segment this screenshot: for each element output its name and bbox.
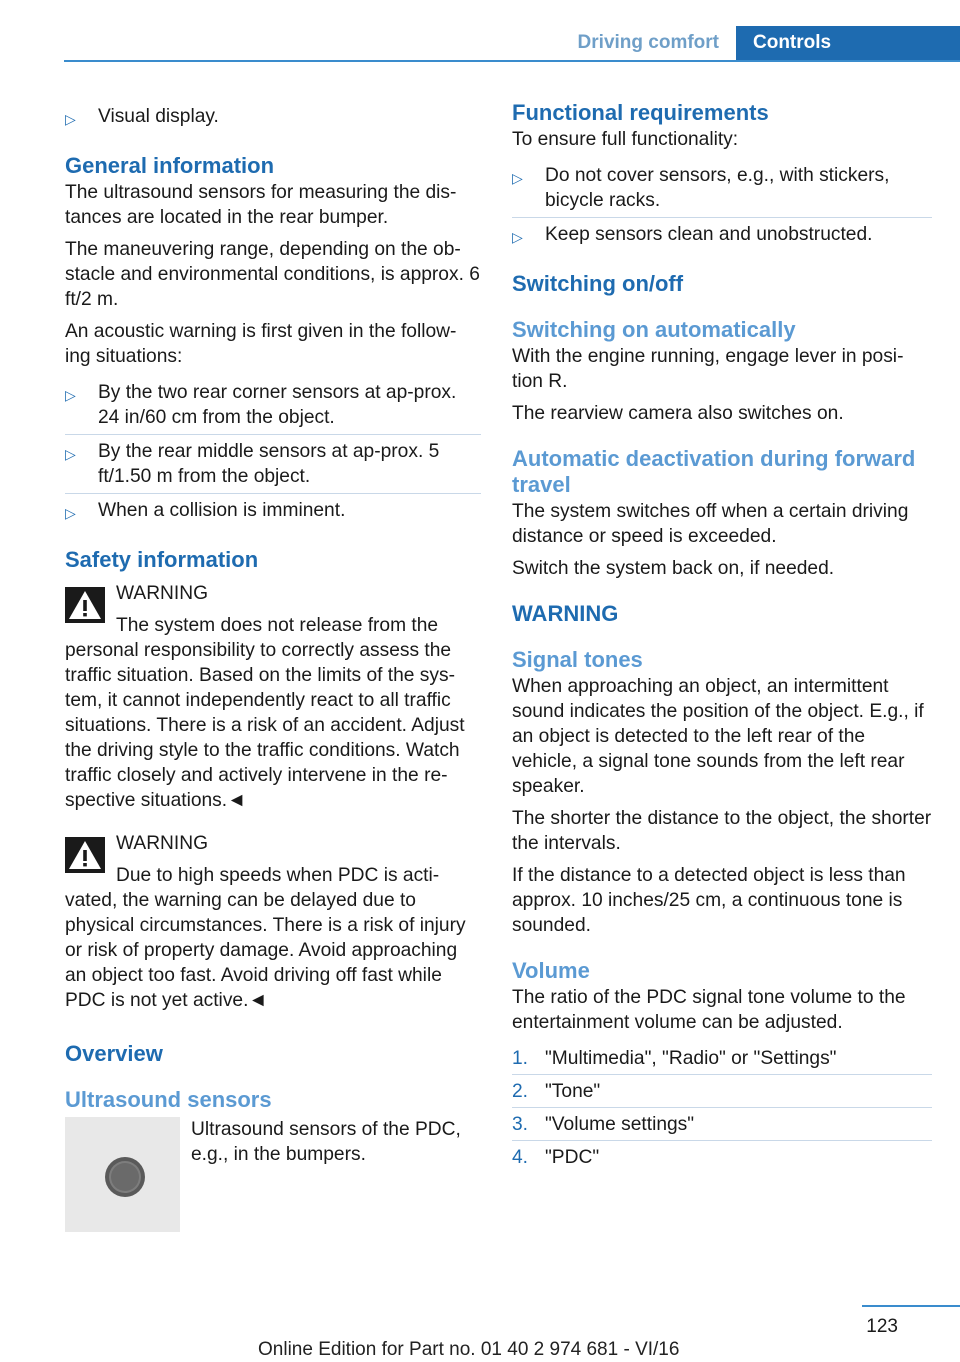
paragraph: If the distance to a detected object is less than approx. 10 inches/25 cm, a continuous tone is sounded. (512, 865, 906, 936)
step-number: 1. (512, 1048, 529, 1069)
step-number: 3. (512, 1114, 529, 1135)
warning-title: WARNING (116, 583, 209, 604)
heading-functional-requirements: Functional requirements (512, 100, 769, 125)
bullet-text: When a collision is imminent. (98, 500, 346, 521)
bullet-text: Keep sensors clean and unobstructed. (545, 224, 873, 245)
warning-text: The system does not release from the personal responsibility to correctly assess the traffic situation. Based on the limits of the sys‐tem, it cannot independently react to all traffic situations. There is a risk of an accident. Adjust the driving style to the traffic conditions. Watch traffic closely and actively intervene in the re‐spective situations.◄ (65, 615, 465, 811)
paragraph: The maneuvering range, depending on the ob‐stacle and environmental conditions, is approx. 6 ft/2 m. (65, 239, 480, 310)
right-column (512, 100, 932, 1173)
sensor-caption: Ultrasound sensors of the PDC, e.g., in the bumpers. (191, 1119, 461, 1165)
paragraph: An acoustic warning is first given in the follow‐ing situations: (65, 321, 457, 367)
triangle-bullet-icon: ▷ (65, 387, 76, 403)
paragraph: Switch the system back on, if needed. (512, 558, 835, 579)
section-title: Driving comfort (577, 32, 719, 53)
step-text: "Volume settings" (545, 1114, 695, 1135)
list-item (65, 493, 481, 527)
list-item (65, 100, 481, 133)
footer-rule (862, 1305, 960, 1307)
paragraph: The rearview camera also switches on. (512, 403, 844, 424)
warning-block (65, 831, 481, 1013)
bullet-text: Visual display. (98, 106, 219, 127)
list-item (512, 159, 932, 217)
sensor-figure (65, 1117, 481, 1235)
warning-title: WARNING (116, 833, 209, 854)
heading-automatic-deactivation: Automatic deactivation during forward travel (512, 446, 916, 497)
numbered-list (512, 1042, 932, 1173)
list-item (512, 1140, 932, 1173)
heading-warning: WARNING (512, 601, 619, 626)
step-text: "Tone" (545, 1081, 601, 1102)
paragraph: The shorter the distance to the object, the shorter the intervals. (512, 808, 932, 854)
triangle-bullet-icon: ▷ (512, 170, 523, 186)
bullet-list (512, 159, 932, 251)
heading-overview: Overview (65, 1041, 163, 1066)
warning-triangle-icon (65, 837, 105, 873)
heading-safety-information: Safety information (65, 547, 259, 572)
paragraph: When approaching an object, an intermittent sound indicates the position of the object. E.g., if an object is detected to the left rear of the vehicle, a signal tone sounds from the left rear speaker. (512, 676, 924, 797)
list-item (65, 434, 481, 493)
heading-switching-on-off: Switching on/off (512, 271, 684, 296)
edition-footer: Online Edition for Part no. 01 40 2 974 681 - VI/16 (258, 1339, 680, 1360)
page-header (64, 26, 960, 62)
list-item (65, 376, 481, 434)
warning-block (65, 581, 481, 813)
ultrasound-sensor-image (65, 1117, 180, 1232)
warning-triangle-icon (65, 587, 105, 623)
list-item (512, 217, 932, 251)
triangle-bullet-icon: ▷ (65, 505, 76, 521)
page-number: 123 (866, 1316, 898, 1337)
warning-text: Due to high speeds when PDC is acti‐vated, the warning can be delayed due to physical circumstances. There is a risk of injury or risk of property damage. Avoid approaching an object too fast. Avoid driving off fast while PDC is not yet active.◄ (65, 865, 466, 1011)
left-column (65, 100, 481, 1235)
paragraph: With the engine running, engage lever in posi‐tion R. (512, 346, 904, 392)
bullet-list (65, 376, 481, 527)
list-item (512, 1074, 932, 1107)
paragraph: The ratio of the PDC signal tone volume to the entertainment volume can be adjusted. (512, 987, 906, 1033)
triangle-bullet-icon: ▷ (512, 229, 523, 245)
list-item (512, 1107, 932, 1140)
heading-general-information: General information (65, 153, 275, 178)
paragraph: The system switches off when a certain driving distance or speed is exceeded. (512, 501, 909, 547)
heading-ultrasound-sensors: Ultrasound sensors (65, 1087, 272, 1112)
paragraph: The ultrasound sensors for measuring the dis‐tances are located in the rear bumper. (65, 182, 457, 228)
bullet-text: By the two rear corner sensors at ap‐prox. 24 in/60 cm from the object. (98, 382, 457, 428)
header-rule (64, 60, 960, 62)
heading-signal-tones: Signal tones (512, 647, 643, 672)
chapter-tab: Controls (736, 26, 960, 62)
list-item (512, 1042, 932, 1074)
paragraph: To ensure full functionality: (512, 129, 739, 150)
step-text: "PDC" (545, 1147, 600, 1168)
bullet-text: Do not cover sensors, e.g., with stickers, bicycle racks. (545, 165, 890, 211)
step-text: "Multimedia", "Radio" or "Settings" (545, 1048, 837, 1069)
triangle-bullet-icon: ▷ (65, 446, 76, 462)
heading-volume: Volume (512, 958, 590, 983)
bullet-text: By the rear middle sensors at ap‐prox. 5 ft/1.50 m from the object. (98, 441, 440, 487)
step-number: 2. (512, 1081, 529, 1102)
heading-switching-on-automatically: Switching on automatically (512, 317, 796, 342)
step-number: 4. (512, 1147, 529, 1168)
triangle-bullet-icon: ▷ (65, 111, 76, 127)
